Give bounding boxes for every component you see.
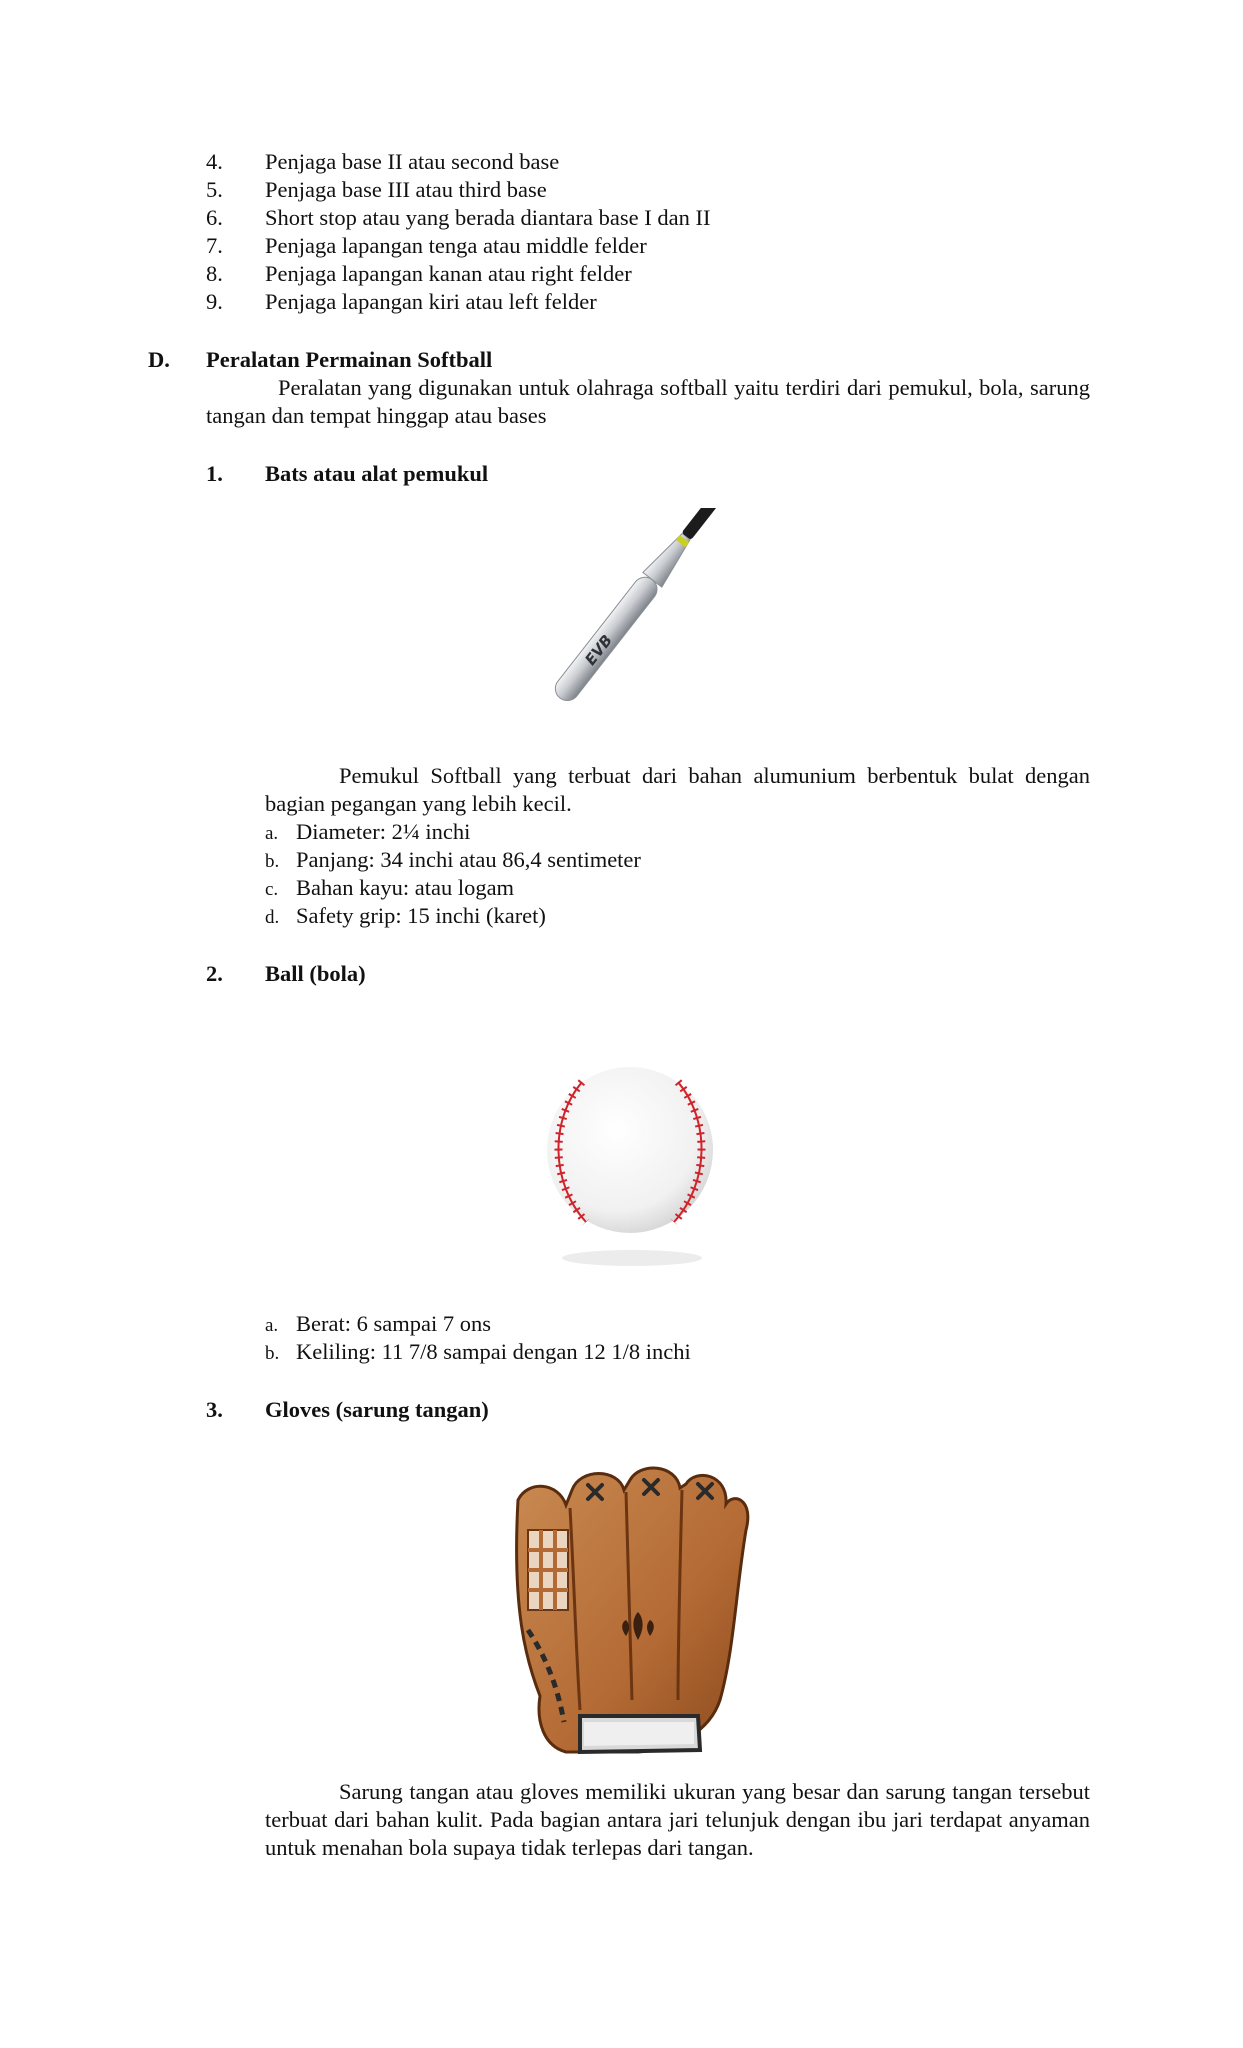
gloves-description-text: Sarung tangan atau gloves memiliki ukuran yang besar dan sarung tangan tersebut terbuat dari bahan kulit. Pada bagian antara jari telunjuk dengan ibu jari terdapat anyaman untuk menahan bola supaya tidak terlepas dari tangan. [265,1779,1090,1860]
spec-letter: d. [265,907,280,928]
softball-ball-image [400,1010,860,1280]
list-item: Penjaga lapangan kiri atau left felder [265,289,597,314]
list-number: 8. [206,261,223,286]
gloves-description [265,1778,1090,1862]
softball-glove-image [488,1460,788,1765]
list-number: 6. [206,205,223,230]
spec-letter: b. [265,851,280,872]
section-intro [206,374,1090,430]
item-title: Gloves (sarung tangan) [265,1397,489,1422]
bats-description [265,762,1090,818]
list-item: Penjaga lapangan kanan atau right felder [265,261,632,286]
svg-text:EVB: EVB [581,631,617,669]
spec-letter: b. [265,1343,280,1364]
section-letter: D. [148,347,170,372]
spec-item: Berat: 6 sampai 7 ons [296,1311,491,1336]
section-title: Peralatan Permainan Softball [206,347,493,372]
bats-description-text: Pemukul Softball yang terbuat dari bahan alumunium berbentuk bulat dengan bagian pegangan yang lebih kecil. [265,763,1090,816]
spec-item: Safety grip: 15 inchi (karet) [296,903,546,928]
section-intro-text: Peralatan yang digunakan untuk olahraga softball yaitu terdiri dari pemukul, bola, sarung tangan dan tempat hinggap atau bases [206,375,1090,428]
list-item: Penjaga lapangan tenga atau middle felder [265,233,647,258]
spec-item: Keliling: 11 7/8 sampai dengan 12 1/8 inchi [296,1339,691,1364]
item-title: Bats atau alat pemukul [265,461,489,486]
item-number: 1. [206,461,223,486]
list-item: Penjaga base II atau second base [265,149,560,174]
spec-letter: a. [265,823,279,844]
spec-letter: a. [265,1315,279,1336]
list-item: Short stop atau yang berada diantara base I dan II [265,205,711,230]
spec-item: Panjang: 34 inchi atau 86,4 sentimeter [296,847,641,872]
item-number: 2. [206,961,223,986]
item-title: Ball (bola) [265,961,366,986]
softball-bat-image [520,508,820,730]
list-item: Penjaga base III atau third base [265,177,547,202]
list-number: 4. [206,149,223,174]
spec-item: Bahan kayu: atau logam [296,875,515,900]
spec-letter: c. [265,879,279,900]
list-number: 5. [206,177,223,202]
list-number: 9. [206,289,223,314]
list-number: 7. [206,233,223,258]
item-number: 3. [206,1397,223,1422]
spec-item: Diameter: 2¼ inchi [296,819,471,844]
